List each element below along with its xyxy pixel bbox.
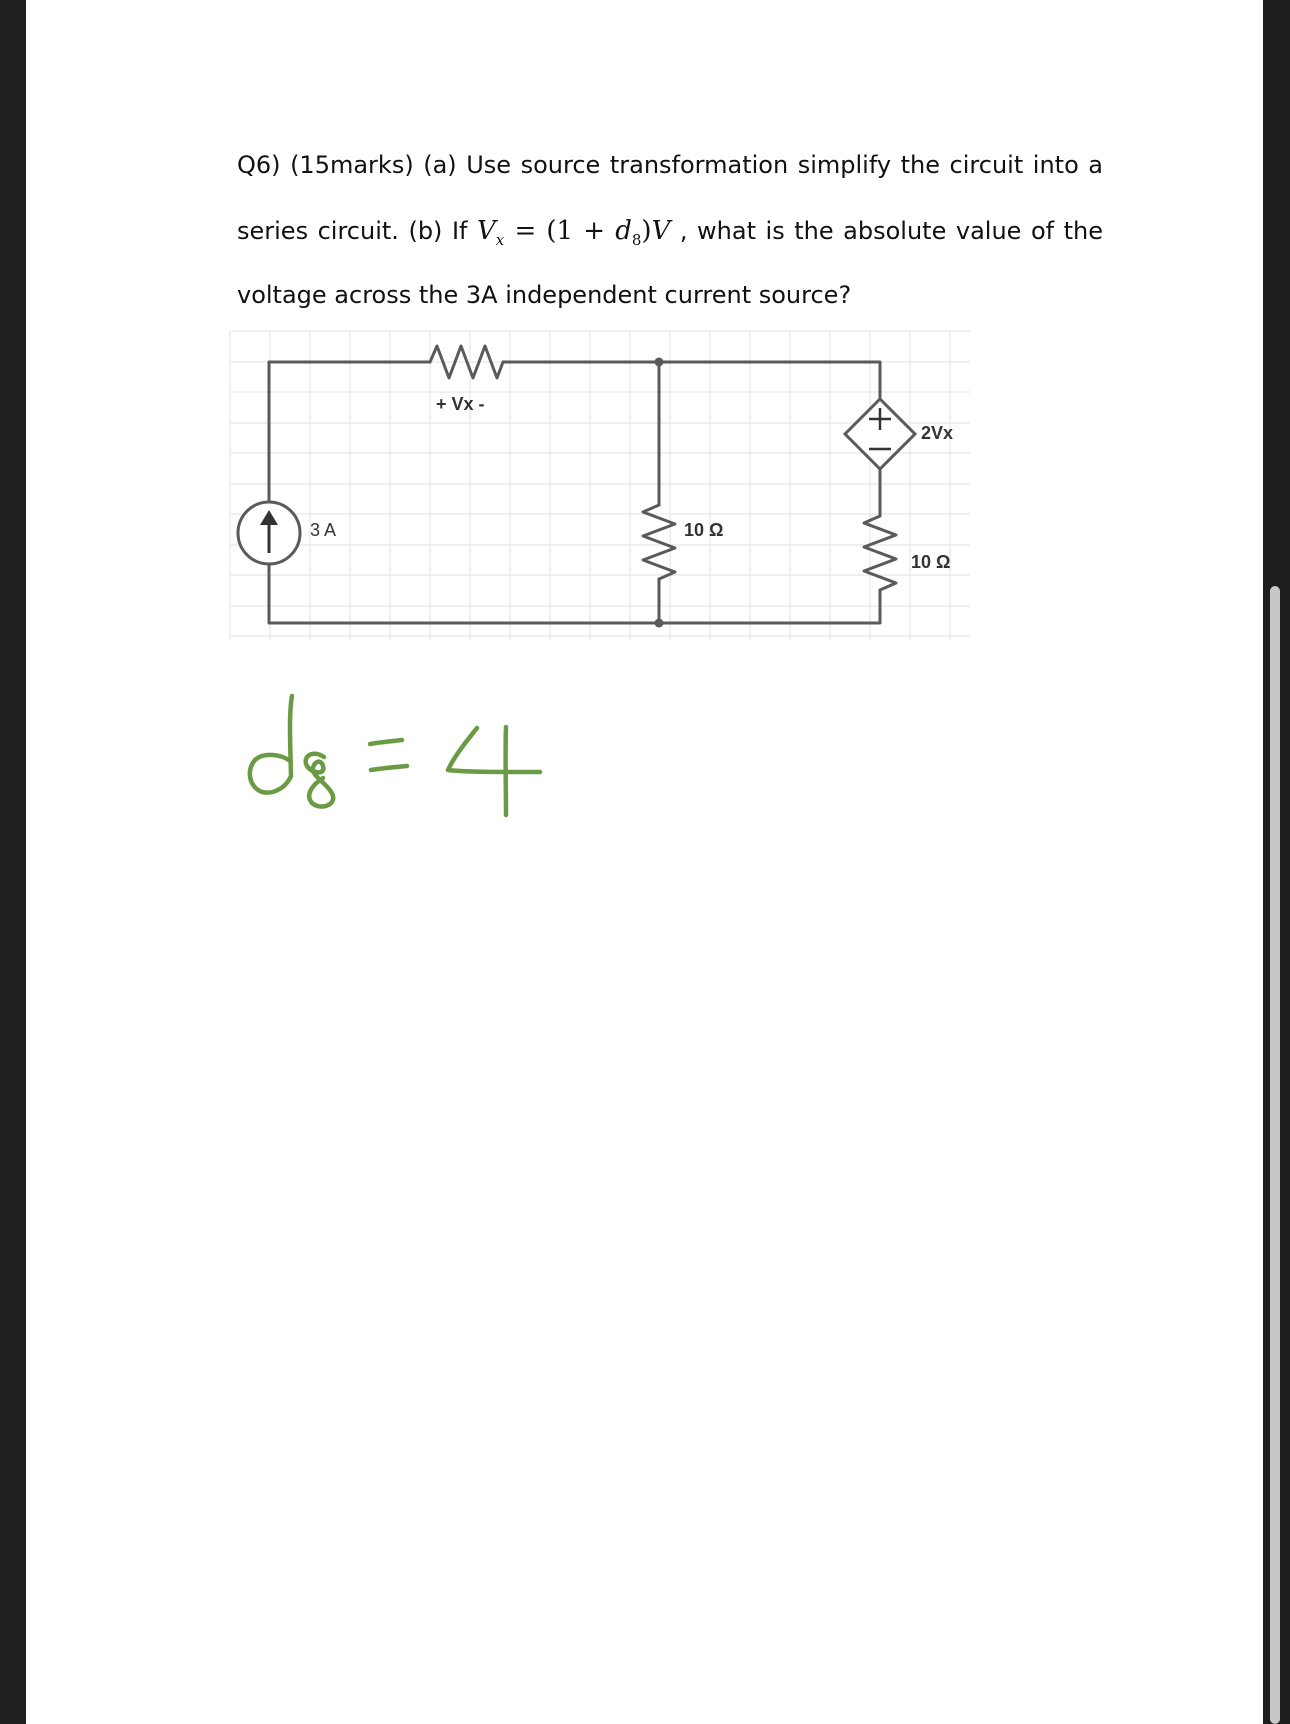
d-variable: d xyxy=(615,216,632,246)
question-text-2a: series circuit. (b) If xyxy=(237,217,468,245)
expr-open: (1 + xyxy=(546,216,616,246)
junction-bottom xyxy=(655,619,664,628)
right-resistor-label: 10 Ω xyxy=(911,552,951,572)
wire-top-right xyxy=(503,362,880,399)
unit-volt: V xyxy=(651,216,671,246)
handwritten-d xyxy=(250,696,292,793)
vx-variable: V xyxy=(477,216,496,246)
top-resistor-label: + Vx - xyxy=(436,394,485,414)
current-source xyxy=(238,502,300,564)
expr-close: ) xyxy=(641,216,652,246)
question-text-2b: , what is the absolute value of the xyxy=(679,217,1104,245)
handwritten-equals xyxy=(370,740,407,770)
dependent-voltage-source xyxy=(845,399,915,469)
equals-sign: = xyxy=(514,216,537,246)
question-text-3: voltage across the 3A independent current source? xyxy=(237,281,852,309)
junction-top xyxy=(655,358,664,367)
wire-left-bottom xyxy=(269,556,880,623)
current-source-label: 3 A xyxy=(310,520,337,540)
right-resistor xyxy=(864,516,896,590)
handwritten-4 xyxy=(448,727,540,815)
handwritten-8 xyxy=(306,754,333,807)
circuit-grid xyxy=(230,331,970,640)
middle-resistor-label: 10 Ω xyxy=(684,520,724,540)
question-text-1: Q6) (15marks) (a) Use source transformation simplify the circuit into a xyxy=(237,151,1103,179)
d-subscript: 8 xyxy=(631,231,642,250)
vx-subscript: x xyxy=(495,231,505,250)
dependent-source-label: 2Vx xyxy=(921,423,954,443)
handwritten-note xyxy=(250,696,540,815)
